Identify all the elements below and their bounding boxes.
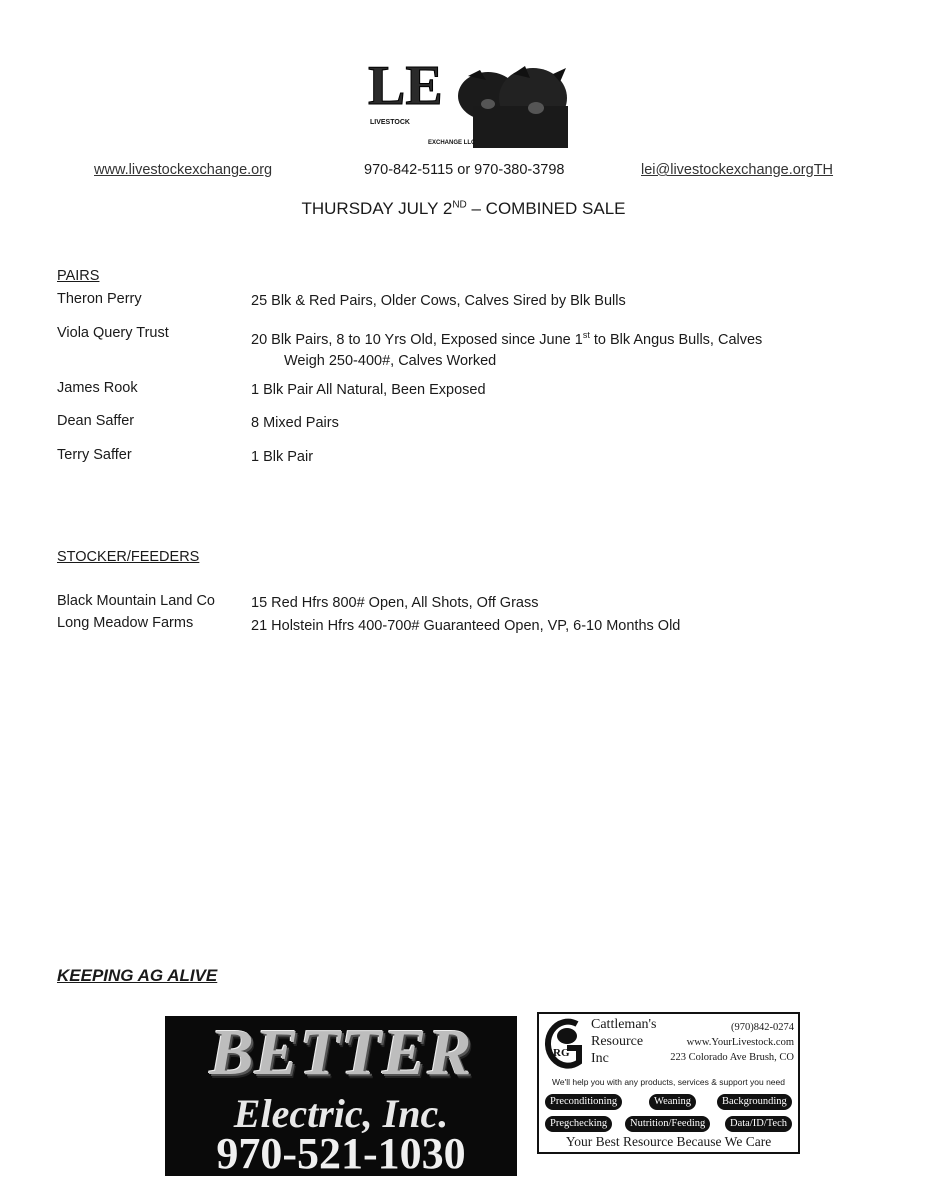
sale-title-main: THURSDAY JULY 2 bbox=[301, 199, 453, 218]
logo-subtitle-top: LIVESTOCK bbox=[370, 119, 410, 126]
better-ad-logo-word: BETTER bbox=[209, 1016, 473, 1089]
pairs-heading: PAIRS bbox=[57, 268, 100, 284]
lot-description: 21 Holstein Hfrs 400-700# Guaranteed Open, VP, 6-10 Months Old bbox=[251, 618, 681, 634]
email-link[interactable]: lei@livestockexchange.orgTH bbox=[641, 162, 834, 178]
consignor-name: James Rook bbox=[57, 380, 138, 396]
consignor-name: Dean Saffer bbox=[57, 413, 135, 429]
cattlemans-logo-icon bbox=[543, 1018, 585, 1070]
lot-description bbox=[251, 325, 811, 372]
better-ad-phone: 970-521-1030 bbox=[216, 1129, 466, 1176]
sale-title bbox=[0, 199, 927, 219]
consignor-name: Black Mountain Land Co bbox=[57, 593, 215, 609]
cattlemans-tagline: Your Best Resource Because We Care bbox=[565, 1134, 772, 1149]
lot-description: 25 Blk & Red Pairs, Older Cows, Calves Sired by Blk Bulls bbox=[251, 293, 626, 309]
better-ad-company: Electric, Inc. bbox=[233, 1091, 449, 1136]
consignor-name: Viola Query Trust bbox=[57, 325, 169, 341]
cattlemans-contact bbox=[670, 1020, 794, 1065]
cattlemans-phone: (970)842-0274 bbox=[731, 1022, 794, 1033]
cattlemans-address: 223 Colorado Ave Brush, CO bbox=[670, 1052, 794, 1063]
cattlemans-name: Cattleman's Resource Inc bbox=[591, 1017, 657, 1066]
better-electric-ad bbox=[165, 1016, 517, 1176]
sale-title-rest: – COMBINED SALE bbox=[466, 199, 626, 218]
lot-description: 1 Blk Pair bbox=[251, 449, 314, 465]
consignor-name: Terry Saffer bbox=[57, 447, 132, 463]
stocker-heading: STOCKER/FEEDERS bbox=[57, 549, 200, 565]
service-pill: Pregchecking bbox=[545, 1116, 612, 1132]
phone-numbers: 970-842-5115 or 970-380-3798 bbox=[364, 162, 565, 178]
lot-description: 15 Red Hfrs 800# Open, All Shots, Off Grass bbox=[251, 595, 539, 611]
lot-description-line1: 20 Blk Pairs, 8 to 10 Yrs Old, Exposed since June 1st to Blk Angus Bulls, Calves bbox=[251, 330, 763, 348]
logo-letter-l: LE bbox=[368, 56, 443, 117]
service-pill: Backgrounding bbox=[717, 1094, 792, 1110]
livestock-exchange-logo bbox=[368, 56, 573, 148]
cattlemans-help-text: We'll help you with any products, services & support you need bbox=[552, 1077, 785, 1087]
lot-description: 1 Blk Pair All Natural, Been Exposed bbox=[251, 382, 486, 398]
consignor-name: Theron Perry bbox=[57, 291, 142, 307]
consignor-name: Long Meadow Farms bbox=[57, 615, 194, 631]
sale-title-sup: ND bbox=[452, 199, 467, 211]
service-pill: Nutrition/Feeding bbox=[625, 1116, 710, 1132]
cattlemans-resource-ad bbox=[537, 1012, 800, 1154]
service-pill: Preconditioning bbox=[545, 1094, 622, 1110]
service-pill: Weaning bbox=[649, 1094, 696, 1110]
cattlemans-url[interactable]: www.YourLivestock.com bbox=[686, 1037, 794, 1048]
logo-subtitle-bottom: EXCHANGE LLC bbox=[428, 140, 476, 146]
lot-description: 8 Mixed Pairs bbox=[251, 415, 339, 431]
slogan: KEEPING AG ALIVE bbox=[57, 966, 218, 985]
cattlemans-logo-text: RG bbox=[553, 1047, 570, 1059]
website-link[interactable]: www.livestockexchange.org bbox=[94, 162, 273, 178]
lot-description-line2: Weigh 250-400#, Calves Worked bbox=[284, 352, 497, 369]
service-pill: Data/ID/Tech bbox=[725, 1116, 792, 1132]
